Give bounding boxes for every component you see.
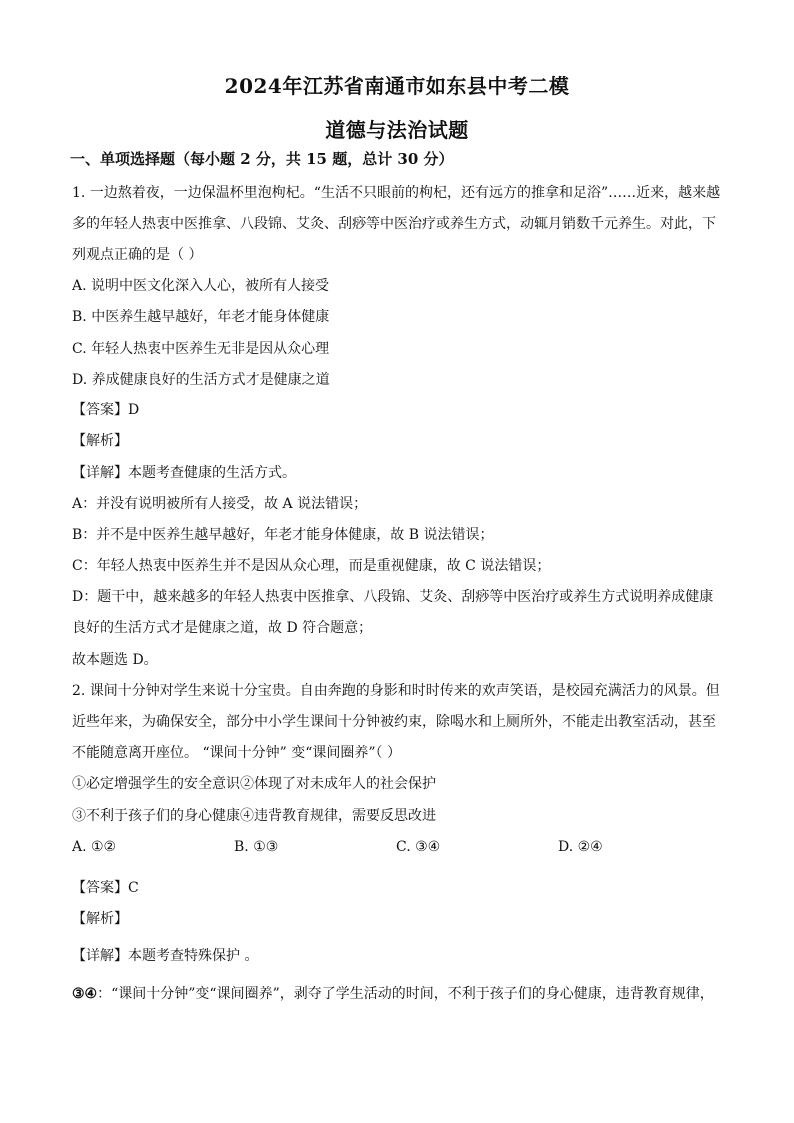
q1-option-d: D. 养成健康良好的生活方式才是健康之道 [72,372,330,388]
answer-label: 【答案】 [72,402,128,418]
q2-option-b: B. ①③ [234,839,279,855]
q2-stem-line: 不能随意离开座位。 “课间十分钟” 变“课间圈养”（ ） [72,745,401,761]
q2-stem-line: 近些年来，为确保安全，部分中小学生课间十分钟被约束，除喝水和上厕所外，不能走出教室活动，甚至 [72,714,716,730]
q1-option-a: A. 说明中医文化深入人心，被所有人接受 [72,278,330,294]
q1-option-b: B. 中医养生越早越好，年老才能身体健康 [72,309,330,325]
q1-explanation-a: A：并没有说明被所有人接受，故 A 说法错误； [72,496,368,512]
q2-explanation-line [72,984,722,1004]
q1-explanation-d: 良好的生活方式才是健康之道，故 D 符合题意； [72,620,373,636]
q1-detail [72,463,722,483]
item-numbers: ③④ [72,986,98,1002]
exam-subtitle: 道德与法治试题 [325,118,469,142]
answer-label: 【答案】 [72,880,128,896]
detail-text: 本题考查健康的生活方式。 [128,465,296,481]
exam-title: 2024年江苏省南通市如东县中考二模 [224,74,570,98]
answer-value: D [128,402,140,418]
q1-option-c: C. 年轻人热衷中医养生无非是因从众心理 [72,341,330,357]
q1-stem-line: 列观点正确的是（ ） [72,247,203,263]
q1-stem-line: 多的年轻人热衷中医推拿、八段锦、艾灸、刮痧等中医治疗或养生方式，动辄月销数千元养生。对此，下 [72,216,716,232]
q1-conclusion: 故本题选 D。 [72,652,158,668]
q2-analysis-label: 【解析】 [72,911,128,927]
detail-label: 【详解】 [72,948,128,964]
q1-explanation-c: C：年轻人热衷中医养生并不是因从众心理，而是重视健康，故 C 说法错误； [72,558,551,574]
q2-answer [72,878,722,898]
q2-option-c: C. ③④ [396,839,441,855]
q2-item-line: ③不利于孩子们的身心健康④违背教育规律，需要反思改进 [72,808,436,824]
detail-text: 本题考查特殊保护 。 [128,948,259,964]
q1-explanation-b: B：并不是中医养生越早越好，年老才能身体健康，故 B 说法错误； [72,527,494,543]
q1-stem-line: 1. 一边熬着夜，一边保温杯里泡枸杞。“生活不只眼前的枸杞，还有远方的推拿和足浴”……近来，越来越 [72,185,721,201]
answer-value: C [128,880,139,896]
q2-option-d: D. ②④ [558,839,603,855]
detail-label: 【详解】 [72,465,128,481]
q2-item-line: ①必定增强学生的安全意识②体现了对未成年人的社会保护 [72,776,436,792]
q2-option-a: A. ①② [72,839,117,855]
explanation-text: ：“课间十分钟”变“课间圈养”，剥夺了学生活动的时间，不利于孩子们的身心健康，违背教育规律， [97,986,714,1002]
q1-explanation-d: D：题干中，越来越多的年轻人热衷中医推拿、八段锦、艾灸、刮痧等中医治疗或养生方式说明养成健康 [72,589,714,605]
q2-detail [72,946,722,966]
q2-stem-line: 2. 课间十分钟对学生来说十分宝贵。自由奔跑的身影和时时传来的欢声笑语，是校园充满活力的风景。但 [72,683,720,699]
q1-answer [72,400,722,420]
section-header: 一、单项选择题（每小题 2 分，共 15 题，总计 30 分） [70,150,454,168]
q1-analysis-label: 【解析】 [72,433,128,449]
